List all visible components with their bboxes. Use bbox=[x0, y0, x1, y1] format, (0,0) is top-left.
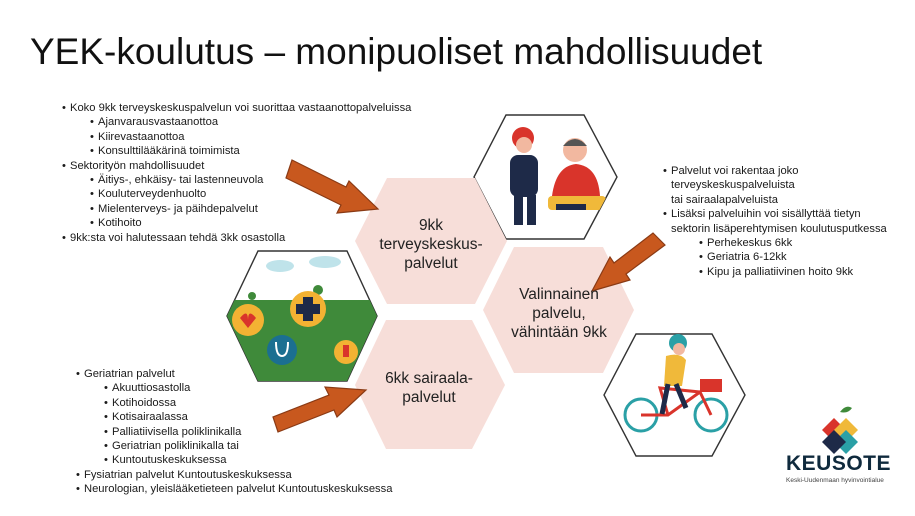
logo-subtitle: Keski-Uudenmaan hyvinvointialue bbox=[786, 477, 884, 484]
list-item: • Neurologian, yleislääketieteen palvelut Kuntoutuskeskuksessa bbox=[76, 482, 392, 496]
list-item: • Perhekeskus 6kk bbox=[663, 236, 887, 250]
list-item: • Kotihoidossa bbox=[76, 396, 392, 410]
hex-line: Valinnainen bbox=[519, 286, 599, 303]
keusote-logo-icon bbox=[822, 407, 858, 454]
list-item: • Palliatiivisella poliklinikalla bbox=[76, 425, 392, 439]
list-item: • 9kk:sta voi halutessaan tehdä 3kk osastolla bbox=[62, 231, 411, 245]
logo-name: KEUSOTE bbox=[786, 452, 892, 475]
page-title: YEK-koulutus – monipuoliset mahdollisuudet bbox=[30, 31, 763, 72]
cyclist-illustration bbox=[604, 334, 745, 456]
hex-label-terveyskeskus bbox=[370, 216, 492, 273]
list-item: • Äitiys-, ehkäisy- tai lastenneuvola bbox=[62, 173, 411, 187]
hex-line: palvelut bbox=[404, 255, 458, 272]
list-item: • Kouluterveydenhuolto bbox=[62, 187, 411, 201]
arrow-icon bbox=[273, 387, 366, 432]
list-item: • Koko 9kk terveyskeskuspalvelun voi suorittaa vastaanottopalveluissa bbox=[62, 101, 411, 115]
hex-label-valinnainen bbox=[496, 285, 622, 342]
hex-label-sairaala bbox=[370, 369, 488, 407]
list-item: • Geriatrian poliklinikalla tai bbox=[76, 439, 392, 453]
list-item: • Lisäksi palveluihin voi sisällyttää tietyn bbox=[663, 207, 887, 221]
hex-line: 9kk bbox=[418, 217, 444, 234]
health-icons-illustration bbox=[227, 251, 377, 381]
list-item: • Kipu ja palliatiivinen hoito 9kk bbox=[663, 265, 887, 279]
hex-line: 6kk sairaala- bbox=[385, 370, 473, 387]
arrow-icon bbox=[286, 160, 378, 213]
list-item: terveyskeskuspalveluista bbox=[671, 179, 795, 192]
list-item: • Geriatrian palvelut bbox=[76, 367, 392, 381]
list-item: • Fysiatrian palvelut Kuntoutuskeskuksessa bbox=[76, 468, 392, 482]
hex-line: terveyskeskus- bbox=[379, 236, 483, 253]
list-item: • Kotihoito bbox=[62, 216, 411, 230]
list-item: • Kiirevastaanottoa bbox=[62, 130, 411, 144]
list-item: sektorin lisäperehtymisen koulutusputkessa bbox=[671, 222, 887, 235]
list-item: • Sektorityön mahdollisuudet bbox=[62, 159, 411, 173]
list-item: • Kuntoutuskeskuksessa bbox=[76, 453, 392, 467]
list-item: tai sairaalapalveluista bbox=[671, 193, 778, 206]
hex-line: palvelu, bbox=[532, 305, 586, 322]
hex-line: palvelut bbox=[402, 389, 456, 406]
list-item: • Kotisairaalassa bbox=[76, 410, 392, 424]
list-item: • Mielenterveys- ja päihdepalvelut bbox=[62, 202, 411, 216]
list-item: • Palvelut voi rakentaa joko bbox=[663, 164, 887, 178]
hex-line: vähintään 9kk bbox=[511, 324, 607, 341]
list-item: • Akuuttiosastolla bbox=[76, 381, 392, 395]
list-item: • Geriatria 6-12kk bbox=[663, 250, 887, 264]
list-item: • Ajanvarausvastaanottoa bbox=[62, 115, 411, 129]
list-item: • Konsulttilääkärinä toimimista bbox=[62, 144, 411, 158]
